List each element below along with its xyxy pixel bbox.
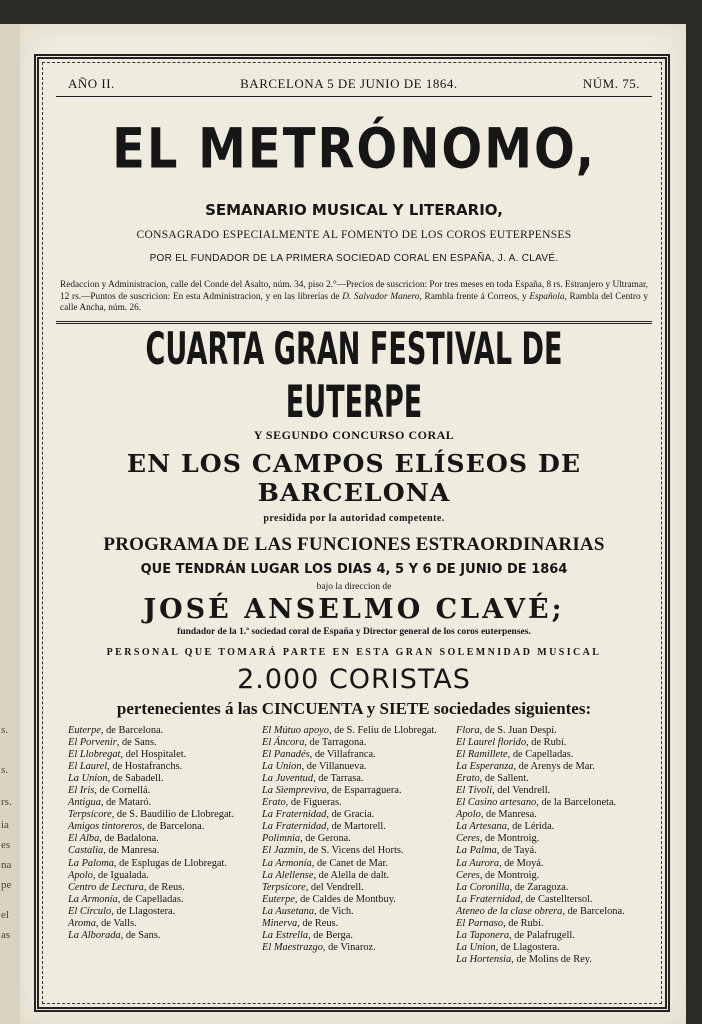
society-entry — [456, 858, 650, 870]
society-place: , de Lérida. — [506, 821, 555, 833]
edge-fragment: ia — [1, 819, 9, 831]
society-entry — [456, 894, 650, 906]
society-name: El Áncora — [262, 736, 305, 748]
society-entry — [456, 785, 650, 797]
society-place: , de la Barceloneta. — [536, 797, 617, 809]
edge-fragment: es — [1, 839, 11, 851]
edge-fragment: pe — [1, 879, 12, 891]
society-name: El Laurel — [68, 760, 108, 772]
society-entry — [68, 930, 262, 942]
society-entry — [262, 870, 456, 882]
society-entry — [68, 761, 262, 773]
edge-fragment: rs. — [1, 796, 12, 808]
society-name: Amigos tintoreros — [68, 821, 142, 833]
society-name: Terpsícore — [262, 881, 306, 893]
presided-line: presidida por la autoridad competente. — [263, 512, 445, 524]
society-place: , de Alella de dalt. — [313, 869, 390, 881]
society-entry — [262, 749, 456, 761]
society-entry — [456, 809, 650, 821]
societies-column-3 — [456, 725, 650, 967]
society-place: , de Castelltersol. — [520, 893, 593, 905]
society-place: , de Zaragoza. — [509, 881, 569, 893]
page-content — [56, 72, 652, 966]
societies-column-1 — [68, 725, 262, 967]
society-name: La Union — [456, 942, 496, 954]
society-place: , de Sabadell. — [107, 772, 164, 784]
society-entry — [68, 821, 262, 833]
society-name: El Parnaso — [456, 918, 504, 929]
society-name: Euterpe — [262, 893, 295, 905]
society-name: Ceres — [456, 833, 480, 845]
society-entry — [68, 858, 262, 870]
society-place: , de Gracia. — [326, 809, 375, 821]
society-name: La Juventud — [262, 772, 314, 784]
society-name: La Armonía — [68, 893, 118, 905]
society-place: , de Moyá. — [499, 857, 544, 869]
society-place: , de Palafrugell. — [509, 930, 575, 942]
society-place: , de S. Feliu de Llobregat. — [328, 724, 437, 736]
society-name: Erato — [262, 797, 286, 809]
director-name: JOSÉ ANSELMO CLAVÉ; — [143, 593, 565, 625]
society-place: , de S. Juan Despí. — [479, 724, 557, 736]
society-place: , de Valls. — [95, 918, 137, 929]
society-entry — [262, 906, 456, 918]
administration-notice — [56, 280, 652, 315]
society-name: La Taponera — [456, 930, 510, 942]
society-entry — [68, 906, 262, 918]
society-place: , de Manresa. — [480, 809, 537, 821]
society-place: , de Figueras. — [285, 797, 342, 809]
director-credentials: fundador de la 1.ª sociedad coral de España y Director general de los coros euterpenses. — [177, 626, 531, 637]
society-entry — [456, 833, 650, 845]
society-place: , de Capelladas. — [117, 893, 184, 905]
society-name: La Alborada — [68, 930, 121, 942]
society-entry — [262, 725, 456, 737]
admin-text-2: , Rambla frente á Correos, y — [419, 291, 530, 302]
society-entry — [262, 737, 456, 749]
society-name: La Union — [262, 760, 302, 772]
society-name: Apolo — [68, 869, 93, 881]
society-name: Minerva — [262, 918, 298, 929]
society-entry — [262, 773, 456, 785]
programme-heading: PROGRAMA DE LAS FUNCIONES ESTRAORDINARIAS — [103, 533, 605, 555]
society-name: El Jazmin — [262, 845, 304, 857]
society-name: Ateneo de la clase obrera — [456, 905, 563, 917]
society-place: , de Arenys de Mar. — [513, 760, 595, 772]
society-place: , de Martorell. — [326, 821, 386, 833]
adjacent-page-edge — [0, 24, 20, 1024]
society-entry — [456, 906, 650, 918]
society-place: , de Esparraguera. — [326, 784, 402, 796]
society-entry — [262, 882, 456, 894]
society-name: La Estrella — [262, 930, 309, 942]
society-place: , de Cornellá. — [94, 784, 151, 796]
society-place: , de Capelladas. — [507, 748, 574, 760]
society-entry — [262, 858, 456, 870]
society-entry — [456, 870, 650, 882]
society-name: El Llobregat — [68, 748, 121, 760]
society-place: , de Vinaroz. — [322, 942, 376, 954]
issue-place-date: BARCELONA 5 DE JUNIO DE 1864. — [240, 76, 458, 91]
society-place: , de Barcelona. — [100, 724, 164, 736]
society-name: Ceres — [456, 869, 480, 881]
society-name: La Coronilla — [456, 881, 510, 893]
society-place: , de Montroig. — [479, 869, 540, 881]
society-entry — [456, 773, 650, 785]
society-entry — [68, 894, 262, 906]
society-place: , de Reus. — [297, 918, 339, 929]
society-name: Castalia — [68, 845, 104, 857]
society-name: Terpsícore — [68, 809, 112, 821]
society-place: , de S. Vicens del Horts. — [303, 845, 404, 857]
society-entry — [456, 845, 650, 857]
society-place: , de Rubí. — [526, 736, 567, 748]
society-entry — [456, 882, 650, 894]
edge-fragment: s. — [1, 764, 9, 776]
society-name: El Alba — [68, 833, 100, 845]
society-place: , de Tayá. — [496, 845, 537, 857]
society-name: El Ramillete — [456, 748, 508, 760]
newspaper-page — [20, 24, 686, 1024]
society-name: La Armonía — [262, 857, 312, 869]
society-place: , de Llagostera. — [111, 905, 176, 917]
societies-intro: pertenecientes á las CINCUENTA y SIETE sociedades siguientes: — [116, 698, 592, 718]
society-name: La Fraternidad — [262, 821, 327, 833]
society-name: Aroma — [68, 918, 96, 929]
society-name: Euterpe — [68, 724, 101, 736]
society-name: La Union — [68, 772, 108, 784]
society-name: La Fraternidad — [262, 809, 327, 821]
society-place: , del Vendrell. — [492, 784, 551, 796]
society-entry — [68, 833, 262, 845]
edge-fragment: el — [1, 909, 9, 921]
society-name: El Casino artesano — [456, 797, 537, 809]
society-place: , de Esplugas de Llobregat. — [113, 857, 228, 869]
dates-line: QUE TENDRÁN LUGAR LOS DIAS 4, 5 Y 6 DE JUNIO DE 1864 — [140, 561, 568, 577]
society-entry — [262, 797, 456, 809]
society-place: , de Rubí. — [503, 918, 544, 929]
admin-bookseller-1: D. Salvador Manero — [342, 291, 420, 302]
society-entry — [262, 942, 456, 954]
societies-list — [56, 725, 652, 967]
society-entry — [68, 785, 262, 797]
society-entry — [68, 737, 262, 749]
society-place: , del Hospitalet. — [120, 748, 187, 760]
society-name: La Fraternidad — [456, 893, 521, 905]
society-entry — [68, 882, 262, 894]
concurso-line: Y SEGUNDO CONCURSO CORAL — [253, 427, 455, 442]
society-name: Apolo — [456, 809, 481, 821]
society-name: El Mútuo apoyo — [262, 724, 329, 736]
society-entry — [262, 785, 456, 797]
society-place: , del Vendrell. — [305, 881, 364, 893]
society-entry — [456, 737, 650, 749]
society-entry — [456, 930, 650, 942]
admin-bookseller-2: Española — [529, 291, 565, 302]
society-name: La Palma — [456, 845, 497, 857]
society-place: , de Badalona. — [99, 833, 159, 845]
society-entry — [456, 761, 650, 773]
society-entry — [456, 942, 650, 954]
admin-text-3: , Rambla del Centro y calle Ancha, núm. 26. — [60, 291, 648, 313]
society-place: , de Manresa. — [103, 845, 160, 857]
header-line — [56, 76, 652, 92]
society-place: , de Canet de Mar. — [311, 857, 388, 869]
society-entry — [68, 725, 262, 737]
society-name: Centro de Lectura — [68, 881, 144, 893]
society-place: , de Sans. — [116, 736, 157, 748]
venue-headline: EN LOS CAMPOS ELÍSEOS DE BARCELONA — [126, 448, 582, 507]
society-entry — [456, 797, 650, 809]
masthead-dedication: CONSAGRADO ESPECIALMENTE AL FOMENTO DE LOS COROS EUTERPENSES — [136, 229, 572, 241]
society-entry — [456, 918, 650, 930]
society-entry — [456, 954, 650, 966]
masthead-founder: POR EL FUNDADOR DE LA PRIMERA SOCIEDAD CORAL EN ESPAÑA, J. A. CLAVÉ. — [149, 253, 559, 264]
society-place: , de Vich. — [314, 905, 354, 917]
society-entry — [262, 918, 456, 930]
society-entry — [456, 821, 650, 833]
society-entry — [262, 821, 456, 833]
society-name: El Círculo — [68, 905, 112, 917]
society-place: , de Tarragona. — [304, 736, 367, 748]
society-name: El Porvenir — [68, 736, 117, 748]
direction-line: bajo la direccion de — [316, 581, 392, 592]
society-place: , de Barcelona. — [142, 821, 205, 833]
masthead-title: EL METRÓNOMO, — [112, 116, 596, 182]
society-place: , de Montroig. — [479, 833, 540, 845]
society-name: La Ausetana — [262, 905, 315, 917]
personnel-heading: PERSONAL QUE TOMARÁ PARTE EN ESTA GRAN SOLEMNIDAD MUSICAL — [106, 646, 602, 658]
festival-headline: CUARTA GRAN FESTIVAL DE EUTERPE — [145, 321, 563, 428]
society-place: , de Sans. — [120, 930, 161, 942]
society-name: La Hortensia — [456, 954, 512, 966]
society-name: Antigua — [68, 797, 101, 809]
society-place: , de Bergа. — [308, 930, 353, 942]
society-entry — [262, 833, 456, 845]
society-entry — [68, 797, 262, 809]
society-entry — [68, 845, 262, 857]
society-entry — [68, 809, 262, 821]
society-entry — [262, 930, 456, 942]
society-name: Erato — [456, 772, 480, 784]
society-name: Polimnia — [262, 833, 301, 845]
society-place: , de Mataró. — [100, 797, 152, 809]
society-name: El Laurel florido — [456, 736, 527, 748]
society-name: La Alellense — [262, 869, 314, 881]
society-place: , de S. Baudilio de Llobregat. — [111, 809, 235, 821]
society-place: , de Igualada. — [92, 869, 149, 881]
societies-column-2 — [262, 725, 456, 967]
society-place: , de Llagostera. — [495, 942, 560, 954]
society-place: , de Caldes de Montbuy. — [294, 893, 396, 905]
society-place: , de Sallent. — [479, 772, 529, 784]
choristers-count: 2.000 CORISTAS — [237, 663, 471, 695]
society-place: , de Villafranca. — [309, 748, 376, 760]
society-name: El Maestrazgo — [262, 942, 323, 954]
society-entry — [68, 749, 262, 761]
society-entry — [68, 870, 262, 882]
masthead-subtitle: SEMANARIO MUSICAL Y LITERARIO, — [205, 201, 503, 219]
society-place: , de Tarrasa. — [313, 772, 364, 784]
society-entry — [456, 725, 650, 737]
society-name: El Iris — [68, 784, 95, 796]
society-place: , de Gerona. — [300, 833, 351, 845]
society-name: La Aurora — [456, 857, 500, 869]
society-name: La Artesana — [456, 821, 507, 833]
society-entry — [262, 761, 456, 773]
header-rule — [56, 96, 652, 97]
society-place: , de Molins de Rey. — [511, 954, 592, 966]
society-entry — [262, 894, 456, 906]
society-name: El Tívoli — [456, 784, 493, 796]
society-name: Flora — [456, 724, 480, 736]
society-entry — [262, 845, 456, 857]
society-place: , de Villanueva. — [301, 760, 367, 772]
edge-fragment: na — [1, 859, 12, 871]
edge-fragment: as — [1, 929, 11, 941]
issue-year: AÑO II. — [68, 76, 115, 91]
society-name: La Paloma — [68, 857, 114, 869]
society-place: , de Barcelona. — [562, 905, 625, 917]
society-entry — [68, 918, 262, 930]
society-name: El Panadés — [262, 748, 310, 760]
admin-text-1: Redaccion y Administracion, calle del Conde del Asalto, núm. 34, piso 2.°—Precios de suscricion: Por tres meses en toda España, 8 rs. Estranjero y Ultramar, 12 rs.—Puntos de suscricion: En esta Administracion, y en las librerías de — [60, 280, 648, 302]
society-place: , de Hostafranchs. — [107, 760, 183, 772]
society-entry — [456, 749, 650, 761]
issue-number: NÚM. 75. — [582, 76, 640, 91]
edge-fragment: s. — [1, 724, 9, 736]
society-name: La Siempreviva — [262, 784, 327, 796]
society-name: La Esperanza — [456, 760, 514, 772]
society-entry — [262, 809, 456, 821]
society-place: , de Reus. — [143, 881, 185, 893]
society-entry — [68, 773, 262, 785]
